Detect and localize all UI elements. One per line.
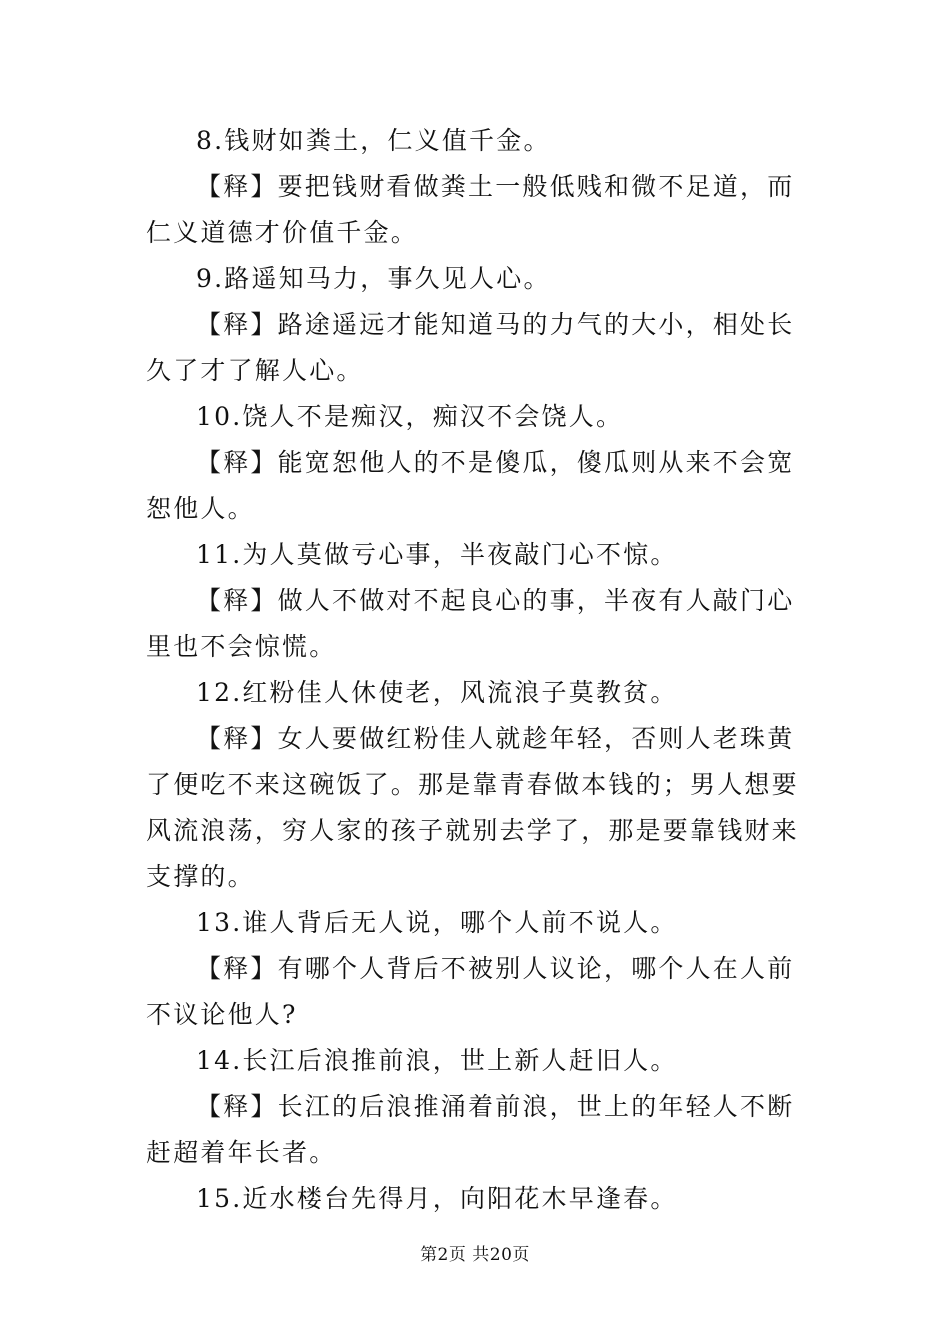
proverb-10: 10.饶人不是痴汉，痴汉不会饶人。 [196, 402, 624, 431]
page-number-footer: 第2页 共20页 [420, 1245, 530, 1265]
explanation-14: 【释】长江的后浪推涌着前浪，世上的年轻人不断赶超着年长者。 [146, 1092, 795, 1167]
proverb-13: 13.谁人背后无人说，哪个人前不说人。 [196, 908, 678, 937]
proverb-9: 9.路遥知马力，事久见人心。 [196, 264, 551, 293]
proverb-15: 15.近水楼台先得月，向阳花木早逢春。 [196, 1184, 678, 1213]
explanation-9: 【释】路途遥远才能知道马的力气的大小，相处长久了才了解人心。 [146, 310, 795, 385]
explanation-11: 【释】做人不做对不起良心的事，半夜有人敲门心里也不会惊慌。 [146, 586, 795, 661]
document-body [146, 118, 810, 1222]
proverb-12: 12.红粉佳人休使老，风流浪子莫教贫。 [196, 678, 678, 707]
explanation-10: 【释】能宽恕他人的不是傻瓜，傻瓜则从来不会宽恕他人。 [146, 448, 795, 523]
explanation-12: 【释】女人要做红粉佳人就趁年轻，否则人老珠黄了便吃不来这碗饭了。那是靠青春做本钱的；男人想要风流浪荡，穷人家的孩子就别去学了，那是要靠钱财来支撑的。 [146, 724, 799, 891]
proverb-8: 8.钱财如粪土，仁义值千金。 [196, 126, 551, 155]
proverb-14: 14.长江后浪推前浪，世上新人赶旧人。 [196, 1046, 678, 1075]
explanation-13: 【释】有哪个人背后不被别人议论，哪个人在人前不议论他人? [146, 954, 795, 1029]
explanation-8: 【释】要把钱财看做粪土一般低贱和微不足道，而仁义道德才价值千金。 [146, 172, 795, 247]
proverb-11: 11.为人莫做亏心事，半夜敲门心不惊。 [196, 540, 678, 569]
